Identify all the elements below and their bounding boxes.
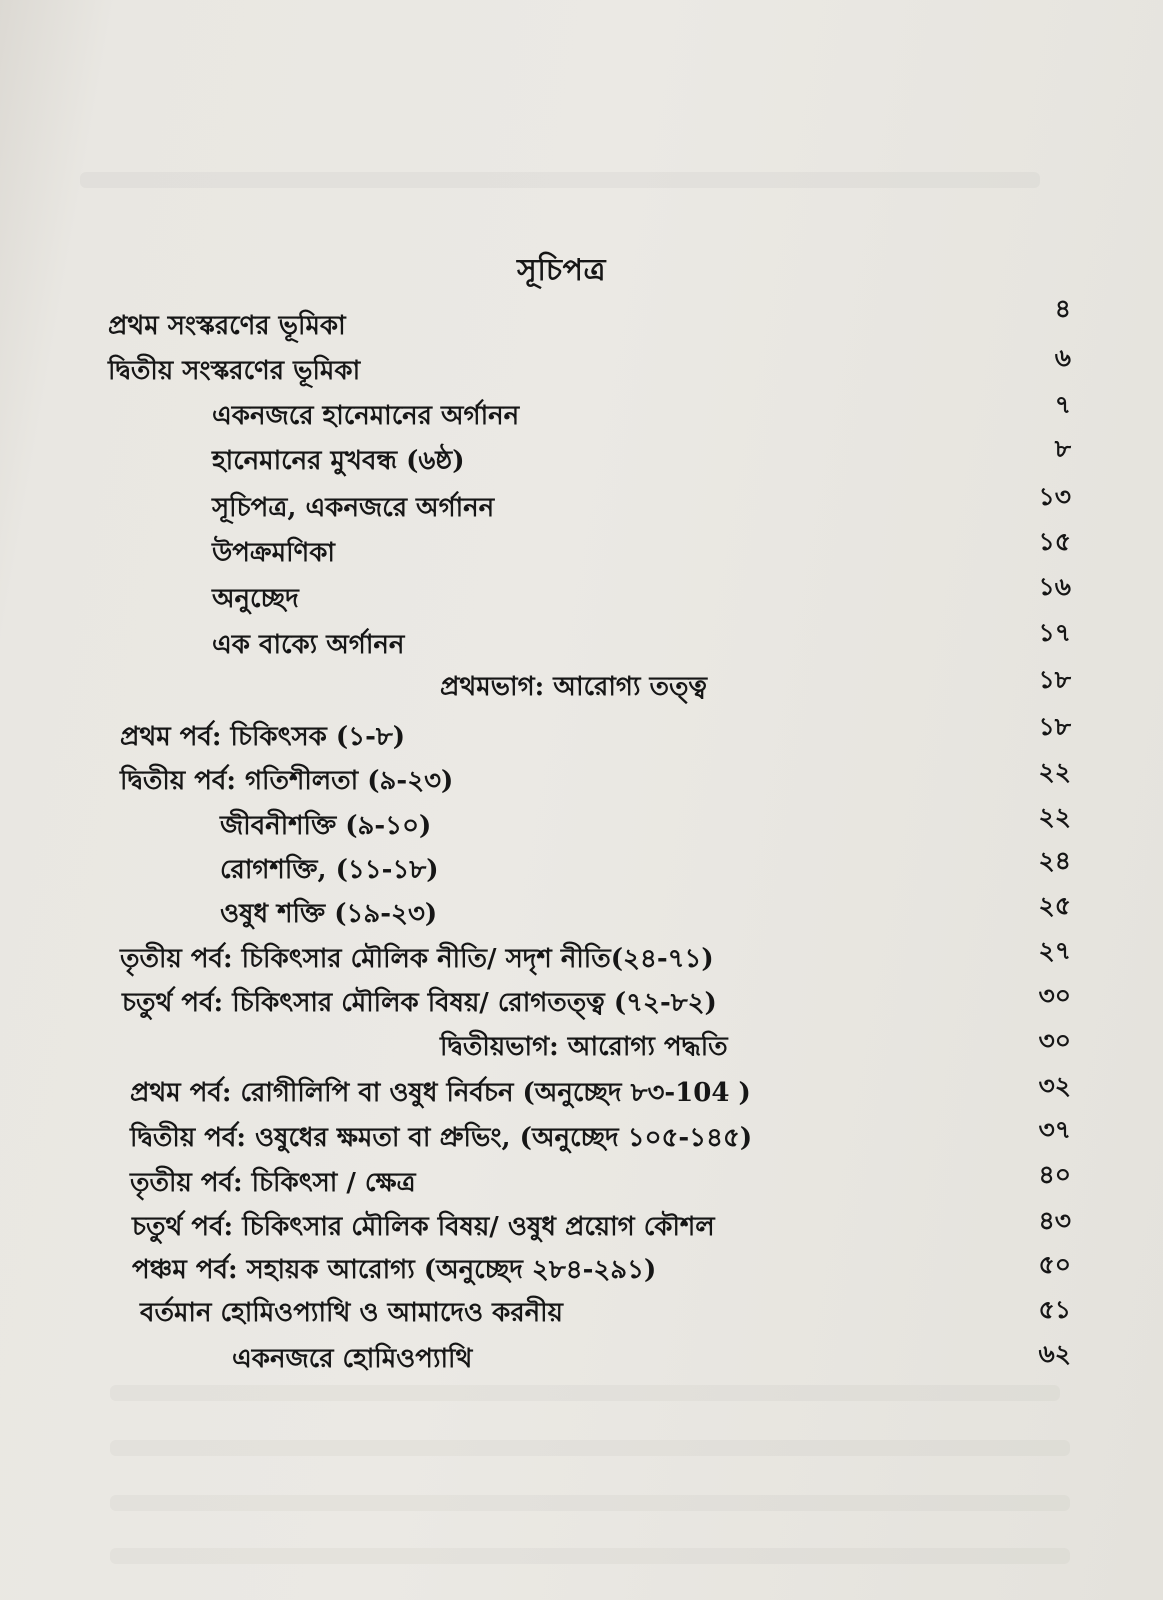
toc-entry-text: সূচিপত্র, একনজরে অর্গানন [212,493,495,523]
bleed-through-line [80,172,1040,188]
toc-entry-text: প্রথম পর্ব: চিকিৎসক (১-৮) [120,722,406,752]
toc-entry-text: একনজরে হোমিওপ্যাথি [232,1344,473,1374]
bleed-through-line [110,1548,1070,1564]
toc-entry-page: ৩২ [1038,1071,1071,1100]
toc-entry-text: রোগশক্তি, (১১-১৮) [220,855,439,885]
toc-entry-page: ৪০ [1038,1160,1071,1189]
toc-entry-page: ২২ [1038,757,1071,786]
toc-entry-text: উপক্রমণিকা [212,538,335,568]
toc-entry-page: ১৫ [1038,527,1071,556]
toc-entry-text: প্রথম পর্ব: রোগীলিপি বা ওষুধ নির্বচন (অনুচ্ছেদ ৮৩-104 ) [130,1078,751,1108]
toc-entry-text: দ্বিতীয় পর্ব: ওষুধের ক্ষমতা বা প্রুভিং, (অনুচ্ছেদ ১০৫-১৪৫) [130,1123,753,1153]
toc-entry-page: ৩০ [1038,1026,1071,1055]
toc-entry-text: এক বাক্যে অর্গানন [212,630,405,660]
toc-entry-page: ১৭ [1038,618,1071,647]
toc-entry-page: ৩০ [1038,981,1071,1010]
toc-entry-page: ৪ [1054,294,1071,323]
toc-entry-text: তৃতীয় পর্ব: চিকিৎসা / ক্ষেত্র [130,1168,416,1198]
bleed-through-line [110,1385,1060,1401]
toc-entry-page: ৬২ [1038,1339,1071,1368]
toc-entry-page: ৫১ [1038,1295,1071,1324]
toc-entry-text: অনুচ্ছেদ [212,584,299,614]
toc-entry-page: ১৩ [1038,482,1071,511]
toc-entry-text: ওষুধ শক্তি (১৯-২৩) [220,899,438,929]
toc-entry-page: ৫০ [1038,1250,1071,1279]
toc-entry-page: ৮ [1054,434,1071,463]
page-title: সূচিপত্র [517,253,606,288]
toc-entry-text: চতুর্থ পর্ব: চিকিৎসার মৌলিক বিষয়/ রোগতত্ত্ব (৭২-৮২) [122,988,717,1018]
toc-entry-text: তৃতীয় পর্ব: চিকিৎসার মৌলিক নীতি/ সদৃশ নীতি(২৪-৭১) [120,944,714,974]
toc-entry-text: চতুর্থ পর্ব: চিকিৎসার মৌলিক বিষয়/ ওষুধ প্রয়োগ কৌশল [132,1212,715,1242]
toc-entry-text: পঞ্চম পর্ব: সহায়ক আরোগ্য (অনুচ্ছেদ ২৮৪-২৯১) [132,1255,657,1285]
section-heading: দ্বিতীয়ভাগ: আরোগ্য পদ্ধতি [440,1032,728,1062]
toc-entry-page: ২৭ [1038,936,1071,965]
bleed-through-line [110,1495,1070,1511]
toc-entry-page: ২২ [1038,802,1071,831]
toc-entry-page: ৪৩ [1038,1206,1071,1235]
toc-entry-page: ২৫ [1038,891,1071,920]
section-heading: প্রথমভাগ: আরোগ্য তত্ত্ব [440,672,708,702]
toc-entry-text: দ্বিতীয় সংস্করণের ভূমিকা [108,356,361,386]
bleed-through-line [110,1440,1070,1456]
toc-entry-text: দ্বিতীয় পর্ব: গতিশীলতা (৯-২৩) [120,766,454,796]
toc-entry-page: ১৮ [1038,712,1071,741]
toc-entry-page: ২৪ [1038,846,1071,875]
toc-entry-text: একনজরে হানেমানের অর্গানন [212,401,520,431]
toc-entry-page: ৭ [1054,390,1071,419]
toc-entry-page: ৬ [1054,343,1071,372]
toc-entry-text: জীবনীশক্তি (৯-১০) [220,811,432,841]
toc-entry-page: ৩৭ [1038,1115,1071,1144]
toc-entry-text: প্রথম সংস্করণের ভূমিকা [108,311,346,341]
toc-entry-page: ১৬ [1038,572,1071,601]
toc-entry-page: ১৮ [1038,665,1071,694]
toc-entry-text: বর্তমান হোমিওপ্যাথি ও আমাদেও করনীয় [140,1298,563,1328]
toc-entry-text: হানেমানের মুখবন্ধ (৬ষ্ঠ) [212,446,465,476]
